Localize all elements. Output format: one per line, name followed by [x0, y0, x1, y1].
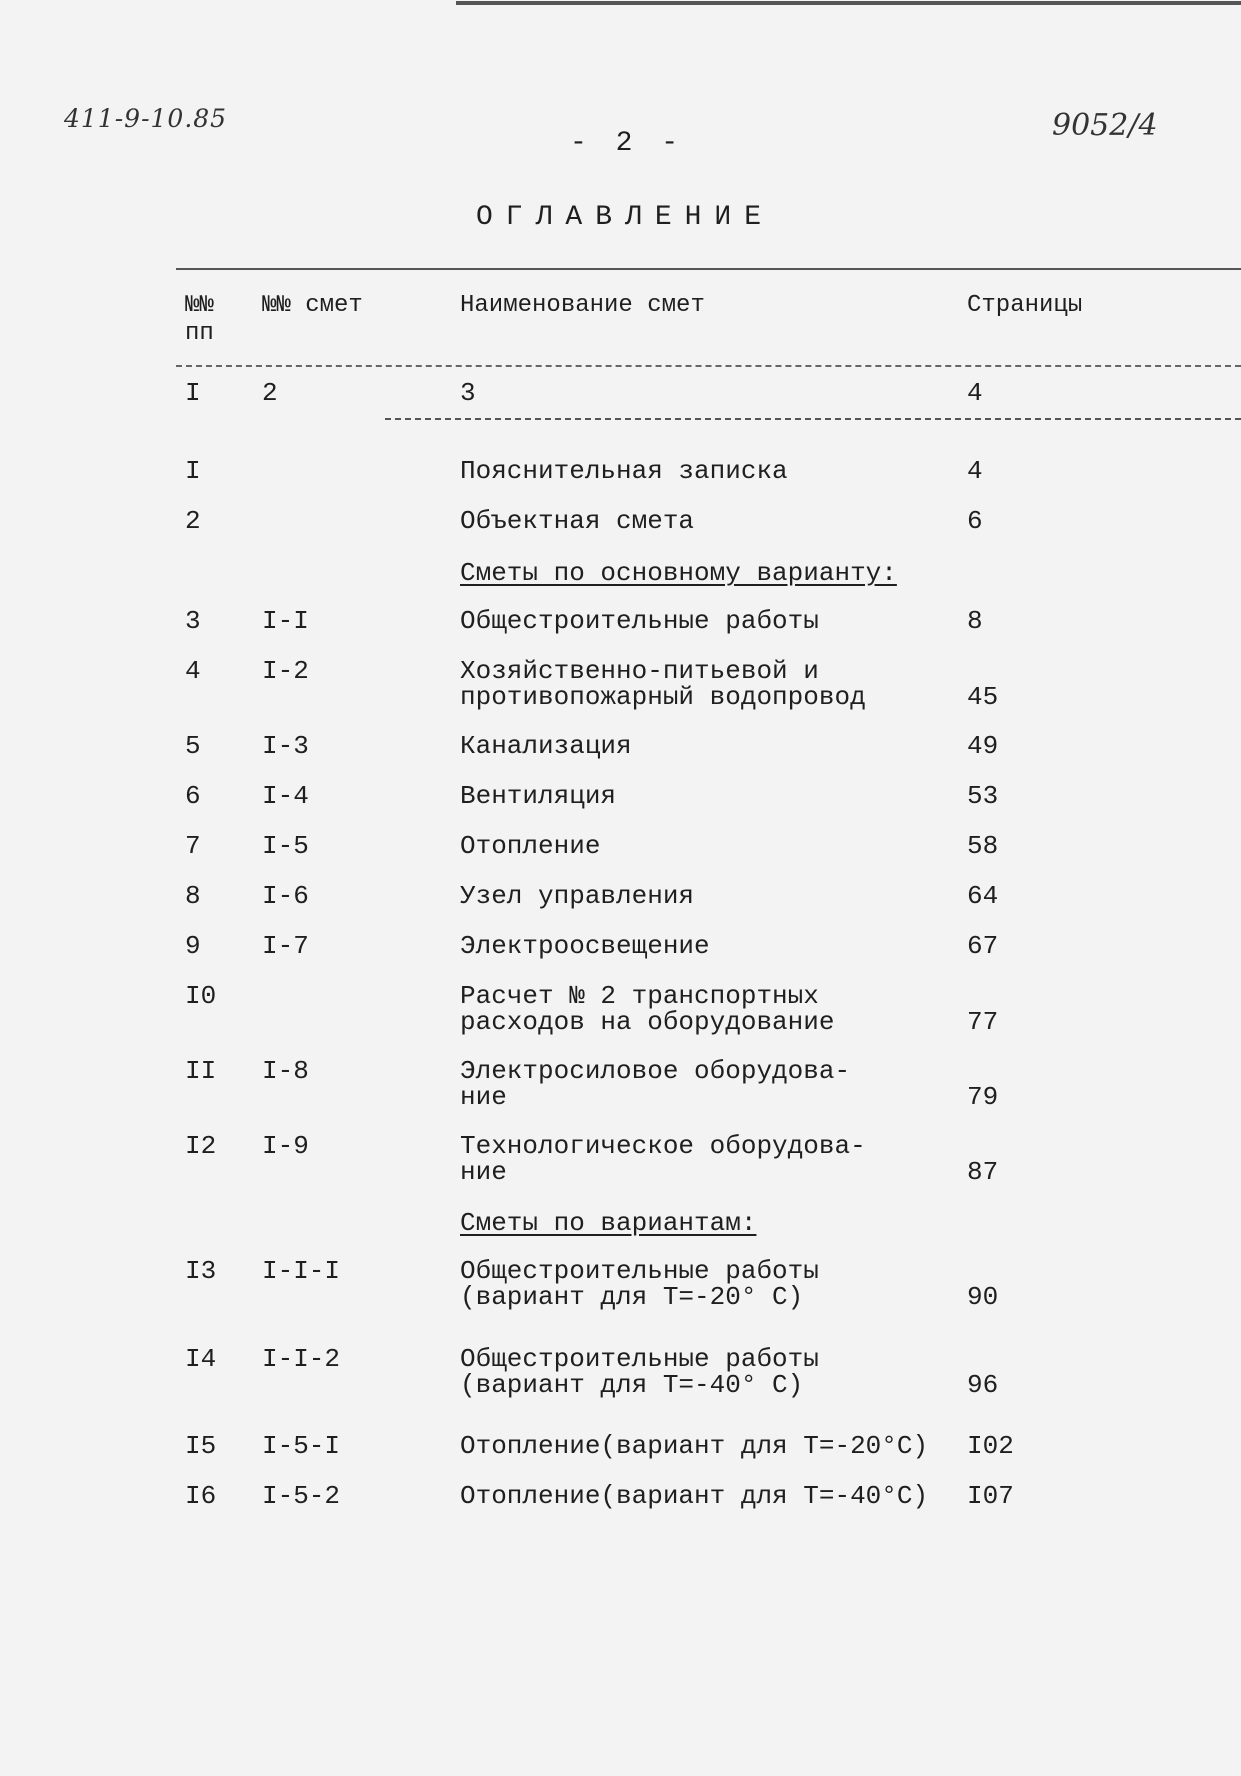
- page-number-cell: 90: [967, 1282, 999, 1312]
- estimate-number: I-2: [262, 656, 309, 686]
- page-title: ОГЛАВЛЕНИЕ: [476, 202, 775, 233]
- estimate-name: Вентиляция: [460, 781, 617, 811]
- row-number: 2: [185, 506, 201, 536]
- estimate-number: I-9: [262, 1131, 309, 1161]
- estimate-number: I-3: [262, 731, 309, 761]
- inventory-number: 9052/4: [1052, 108, 1158, 143]
- header-smet: №№ смет: [262, 292, 363, 319]
- page-number-cell: 96: [967, 1370, 999, 1400]
- estimate-name: Электросиловое оборудова- ние: [460, 1056, 851, 1112]
- page-number-cell: 6: [967, 506, 983, 536]
- row-number: 3: [185, 606, 201, 636]
- estimate-name: Общестроительные работы: [460, 606, 819, 636]
- estimate-number: I-I: [262, 606, 309, 636]
- estimate-number: I-I-I: [262, 1256, 341, 1286]
- document-code: 411-9-10.85: [64, 104, 228, 133]
- estimate-name: Общестроительные работы (вариант для Т=-40° С): [460, 1344, 819, 1400]
- column-number-2: 2: [262, 378, 278, 408]
- row-number: II: [185, 1056, 217, 1086]
- row-number: I0: [185, 981, 217, 1011]
- page-number-cell: 64: [967, 881, 999, 911]
- row-number: 4: [185, 656, 201, 686]
- page-number-cell: 49: [967, 731, 999, 761]
- row-number: I6: [185, 1481, 217, 1511]
- estimate-name: Канализация: [460, 731, 632, 761]
- row-number: 6: [185, 781, 201, 811]
- estimate-name: Технологическое оборудова- ние: [460, 1131, 866, 1187]
- estimate-name: Общестроительные работы (вариант для Т=-20° С): [460, 1256, 819, 1312]
- estimate-name: Пояснительная записка: [460, 456, 788, 486]
- page-number-cell: I02: [967, 1431, 1014, 1461]
- page-number-cell: 45: [967, 682, 999, 712]
- column-number-4: 4: [967, 378, 983, 408]
- header-rule: [176, 365, 1241, 367]
- estimate-name: Отопление(вариант для Т=-40°С): [460, 1481, 929, 1511]
- estimate-number: I-I-2: [262, 1344, 341, 1374]
- row-number: 7: [185, 831, 201, 861]
- section-heading: Сметы по основному варианту:: [460, 558, 897, 588]
- page-number-cell: 58: [967, 831, 999, 861]
- column-number-3: 3: [460, 378, 476, 408]
- page-number-cell: 87: [967, 1157, 999, 1187]
- estimate-name: Отопление(вариант для Т=-20°С): [460, 1431, 929, 1461]
- estimate-name: Электроосвещение: [460, 931, 710, 961]
- page-number-cell: 79: [967, 1082, 999, 1112]
- row-number: 5: [185, 731, 201, 761]
- estimate-number: I-5: [262, 831, 309, 861]
- page-number-cell: 8: [967, 606, 983, 636]
- estimate-number: I-7: [262, 931, 309, 961]
- estimate-number: I-5-I: [262, 1431, 341, 1461]
- top-border-line: [456, 1, 1241, 5]
- estimate-number: I-5-2: [262, 1481, 341, 1511]
- page-number-cell: I07: [967, 1481, 1014, 1511]
- estimate-number: I-4: [262, 781, 309, 811]
- column-number-rule: [385, 418, 1241, 420]
- page-number: - 2 -: [570, 128, 685, 159]
- estimate-name: Хозяйственно-питьевой и противопожарный водопровод: [460, 656, 866, 712]
- page-number-cell: 67: [967, 931, 999, 961]
- page-number-cell: 77: [967, 1007, 999, 1037]
- row-number: I: [185, 456, 201, 486]
- estimate-name: Расчет № 2 транспортных расходов на оборудование: [460, 981, 835, 1037]
- row-number: 8: [185, 881, 201, 911]
- section-heading: Сметы по вариантам:: [460, 1208, 757, 1238]
- row-number: 9: [185, 931, 201, 961]
- estimate-number: I-8: [262, 1056, 309, 1086]
- page-number-cell: 53: [967, 781, 999, 811]
- estimate-name: Узел управления: [460, 881, 695, 911]
- estimate-name: Отопление: [460, 831, 601, 861]
- estimate-name: Объектная смета: [460, 506, 695, 536]
- table-top-rule: [176, 268, 1241, 270]
- row-number: I3: [185, 1256, 217, 1286]
- row-number: I5: [185, 1431, 217, 1461]
- header-pp: №№ пп: [185, 292, 214, 347]
- row-number: I4: [185, 1344, 217, 1374]
- estimate-number: I-6: [262, 881, 309, 911]
- page-number-cell: 4: [967, 456, 983, 486]
- header-name: Наименование смет: [460, 292, 705, 319]
- header-pages: Страницы: [967, 292, 1083, 319]
- column-number-1: I: [185, 378, 201, 408]
- row-number: I2: [185, 1131, 217, 1161]
